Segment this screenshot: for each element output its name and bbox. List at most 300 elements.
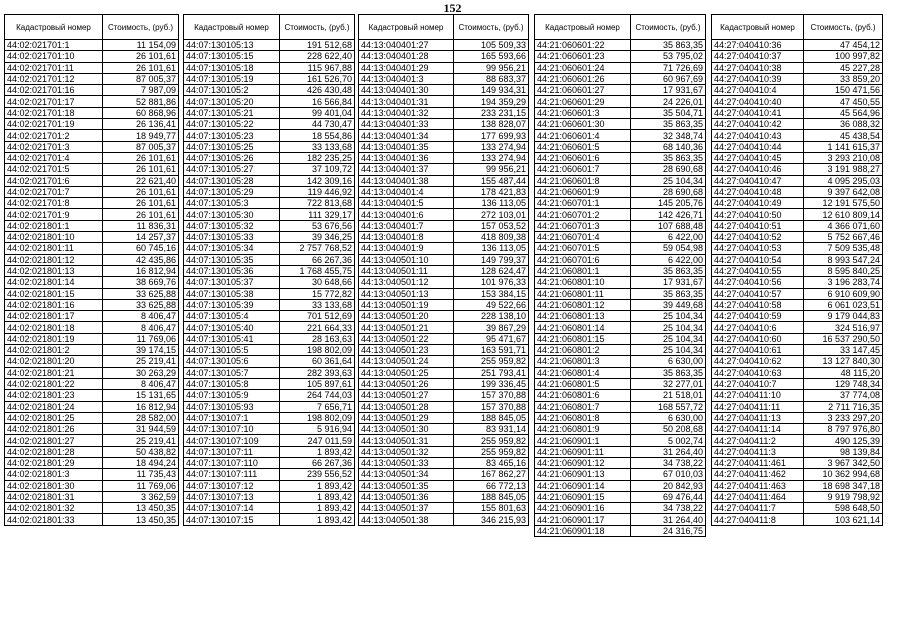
cadastral-number-cell: 44:13:040401:29 [359,62,454,73]
cost-cell: 9 919 798,92 [804,491,883,502]
cost-cell: 60 361,64 [280,356,355,367]
cost-cell: 87 005,37 [103,73,179,84]
table-row [184,107,355,118]
cadastral-number-cell: 44:27:040410:63 [712,367,804,378]
table-row [535,73,706,84]
cost-cell: 31 264,40 [631,446,706,457]
cadastral-number-cell: 44:07:130105:41 [184,333,280,344]
cadastral-number-cell: 44:02:021701:2 [5,130,103,141]
cost-cell: 66 267,36 [280,254,355,265]
cost-cell: 26 101,61 [103,152,179,163]
cost-cell: 101 976,33 [454,277,529,288]
cost-cell: 34 738,22 [631,503,706,514]
table-row [5,73,179,84]
table-row [535,175,706,186]
table-row [359,164,529,175]
cost-cell: 25 104,34 [631,333,706,344]
cost-cell: 26 101,61 [103,186,179,197]
cost-cell: 255 959,82 [454,435,529,446]
header-cost: Стоимость, (руб.) [280,15,355,40]
cost-cell: 26 101,61 [103,164,179,175]
cost-cell: 8 406,47 [103,311,179,322]
cost-cell: 42 435,86 [103,254,179,265]
cadastral-number-cell: 44:21:060601:3 [535,107,631,118]
table-row [5,85,179,96]
cost-cell: 128 624,47 [454,265,529,276]
cadastral-number-cell: 44:07:130105:20 [184,96,280,107]
table-row [5,390,179,401]
cost-cell: 14 257,37 [103,232,179,243]
cost-cell: 28 582,00 [103,412,179,423]
cadastral-number-cell: 44:21:060701:4 [535,232,631,243]
cadastral-number-cell: 44:21:060901:11 [535,446,631,457]
cost-cell: 7 987,09 [103,85,179,96]
cadastral-number-cell: 44:13:040501:38 [359,514,454,525]
cadastral-number-cell: 44:13:040401:28 [359,51,454,62]
table-row [184,469,355,480]
cadastral-number-cell: 44:27:040411:8 [712,514,804,525]
table-row [5,401,179,412]
table-row [184,277,355,288]
table-row [5,299,179,310]
cadastral-number-cell: 44:27:040411:461 [712,457,804,468]
header-row [535,15,706,40]
cost-cell: 167 862,27 [454,469,529,480]
table-row [535,198,706,209]
table-row [5,469,179,480]
cost-cell: 25 219,41 [103,435,179,446]
table-row [712,311,883,322]
cost-cell: 6 061 023,51 [804,299,883,310]
table-row [5,164,179,175]
table-row [535,209,706,220]
cost-cell: 6 422,00 [631,232,706,243]
table-row [184,220,355,231]
cadastral-number-cell: 44:02:021801:23 [5,390,103,401]
table-row [184,356,355,367]
table-row [359,412,529,423]
cost-cell: 39 867,29 [454,322,529,333]
table-row [184,333,355,344]
cost-cell: 8 406,47 [103,378,179,389]
table-row [359,503,529,514]
table-row [712,254,883,265]
cost-cell: 1 141 615,37 [804,141,883,152]
table-row [184,367,355,378]
cadastral-number-cell: 44:21:060601:29 [535,96,631,107]
table-row [5,186,179,197]
table-row [712,333,883,344]
cost-cell: 138 828,07 [454,119,529,130]
table-row [184,119,355,130]
table-row [712,107,883,118]
cost-cell: 31 944,59 [103,424,179,435]
cost-cell: 26 101,61 [103,209,179,220]
table-row [535,107,706,118]
cost-cell: 149 934,31 [454,85,529,96]
cadastral-number-cell: 44:27:040410:47 [712,175,804,186]
cost-cell: 66 772,13 [454,480,529,491]
cadastral-number-cell: 44:21:060801:1 [535,265,631,276]
table-row [712,457,883,468]
cost-cell: 35 863,35 [631,367,706,378]
cost-cell: 12 191 575,50 [804,198,883,209]
cost-cell: 3 233 297,20 [804,412,883,423]
table-row [359,367,529,378]
table-row [184,152,355,163]
cost-cell: 157 370,88 [454,401,529,412]
cost-cell: 17 931,67 [631,85,706,96]
table-row [5,254,179,265]
cadastral-number-cell: 44:07:130107:111 [184,469,280,480]
cadastral-number-cell: 44:13:040501:28 [359,401,454,412]
cadastral-number-cell: 44:21:060601:8 [535,175,631,186]
cost-cell: 35 863,35 [631,152,706,163]
table-row [5,378,179,389]
cost-cell: 8 595 840,25 [804,265,883,276]
cost-cell: 145 205,76 [631,198,706,209]
cadastral-number-cell: 44:27:040410:39 [712,73,804,84]
cost-cell: 490 125,39 [804,435,883,446]
cadastral-number-cell: 44:13:040401:4 [359,186,454,197]
cost-cell: 3 362,59 [103,491,179,502]
table-row [359,107,529,118]
cost-cell: 188 845,05 [454,412,529,423]
cost-cell: 35 863,35 [631,288,706,299]
cadastral-number-cell: 44:13:040401:6 [359,209,454,220]
cost-cell: 272 103,01 [454,209,529,220]
cost-cell: 71 726,69 [631,62,706,73]
cost-cell: 2 711 716,35 [804,401,883,412]
table-row [184,265,355,276]
cost-cell: 36 088,32 [804,119,883,130]
table-row [184,401,355,412]
cost-cell: 33 147,45 [804,345,883,356]
table-row [359,198,529,209]
cadastral-number-cell: 44:27:040411:13 [712,412,804,423]
cadastral-number-cell: 44:02:021701:3 [5,141,103,152]
cost-cell: 17 931,67 [631,277,706,288]
table-row [712,51,883,62]
cadastral-number-cell: 44:02:021701:10 [5,51,103,62]
cadastral-number-cell: 44:27:040410:56 [712,277,804,288]
cost-cell: 13 450,35 [103,514,179,525]
cadastral-number-cell: 44:02:021701:9 [5,209,103,220]
cost-cell: 239 556,52 [280,469,355,480]
cadastral-number-cell: 44:21:060701:2 [535,209,631,220]
cost-cell: 26 101,61 [103,198,179,209]
table-row [184,311,355,322]
table-row [5,503,179,514]
cost-cell: 26 101,61 [103,51,179,62]
cost-cell: 11 735,43 [103,469,179,480]
cost-cell: 32 277,01 [631,378,706,389]
table-row [184,503,355,514]
table-row [184,186,355,197]
cadastral-number-cell: 44:27:040410:50 [712,209,804,220]
table-row [535,288,706,299]
cadastral-number-cell: 44:07:130105:29 [184,186,280,197]
table-row [5,40,179,51]
table-row [712,345,883,356]
cadastral-number-cell: 44:07:130105:39 [184,299,280,310]
cost-cell: 346 215,93 [454,514,529,525]
cost-cell: 11 836,31 [103,220,179,231]
table-row [535,412,706,423]
table-row [184,141,355,152]
cadastral-number-cell: 44:13:040401:32 [359,107,454,118]
table-row [5,107,179,118]
cost-cell: 39 174,15 [103,345,179,356]
table-row [712,356,883,367]
table-row [5,243,179,254]
table-row [359,401,529,412]
table-row [712,73,883,84]
cadastral-number-cell: 44:07:130105:93 [184,401,280,412]
table-row [535,491,706,502]
cadastral-number-cell: 44:07:130105:19 [184,73,280,84]
cost-cell: 83 931,14 [454,424,529,435]
cost-cell: 15 772,82 [280,288,355,299]
table-row [535,62,706,73]
table-row [712,62,883,73]
cadastral-number-cell: 44:21:060901:16 [535,503,631,514]
table-row [535,254,706,265]
cost-cell: 26 101,61 [103,62,179,73]
cadastral-number-cell: 44:07:130105:21 [184,107,280,118]
cost-cell: 47 454,12 [804,40,883,51]
table-row [184,198,355,209]
cost-cell: 18 554,86 [280,130,355,141]
cadastral-number-cell: 44:13:040401:27 [359,40,454,51]
cadastral-number-cell: 44:13:040401:30 [359,85,454,96]
cost-cell: 35 863,35 [631,40,706,51]
cadastral-number-cell: 44:07:130105:38 [184,288,280,299]
table-row [535,311,706,322]
table-row [535,480,706,491]
cadastral-number-cell: 44:27:040410:53 [712,243,804,254]
cost-cell: 1 768 455,75 [280,265,355,276]
table-row [535,96,706,107]
cost-cell: 228 622,40 [280,51,355,62]
cadastral-number-cell: 44:07:130107:12 [184,480,280,491]
cadastral-number-cell: 44:13:040501:33 [359,457,454,468]
cadastral-number-cell: 44:27:040410:40 [712,96,804,107]
table-row [535,265,706,276]
table-row [712,198,883,209]
cadastral-number-cell: 44:21:060901:18 [535,525,631,536]
cadastral-number-cell: 44:21:060801:6 [535,390,631,401]
cadastral-number-cell: 44:02:021801:31 [5,491,103,502]
table-row [359,390,529,401]
cadastral-number-cell: 44:07:130105:3 [184,198,280,209]
table-row [5,345,179,356]
table-row [5,412,179,423]
cost-cell: 168 557,72 [631,401,706,412]
cadastral-number-cell: 44:27:040410:54 [712,254,804,265]
table-row [5,130,179,141]
cadastral-number-cell: 44:27:040411:10 [712,390,804,401]
table-row [712,367,883,378]
cost-cell: 25 104,34 [631,345,706,356]
table-row [359,491,529,502]
table-row [5,265,179,276]
cost-cell: 11 769,06 [103,333,179,344]
cadastral-number-cell: 44:07:130105:33 [184,232,280,243]
cadastral-number-cell: 44:13:040501:22 [359,333,454,344]
table-row [712,119,883,130]
table-row [184,299,355,310]
table-row [712,480,883,491]
cadastral-number-cell: 44:21:060801:11 [535,288,631,299]
cadastre-table-2 [183,14,355,526]
cadastral-number-cell: 44:13:040501:27 [359,390,454,401]
cost-cell: 50 438,82 [103,446,179,457]
cadastral-number-cell: 44:27:040410:42 [712,119,804,130]
cost-cell: 149 799,37 [454,254,529,265]
table-row [184,491,355,502]
table-row [359,514,529,525]
cadastral-number-cell: 44:02:021801:20 [5,356,103,367]
cost-cell: 33 133,68 [280,299,355,310]
cost-cell: 50 208,68 [631,424,706,435]
cadastral-number-cell: 44:21:060901:13 [535,469,631,480]
cost-cell: 31 264,40 [631,514,706,525]
cadastral-number-cell: 44:21:060601:5 [535,141,631,152]
cost-cell: 21 518,01 [631,390,706,401]
cost-cell: 136 113,05 [454,243,529,254]
cost-cell: 37 109,72 [280,164,355,175]
cadastre-table-5 [711,14,883,526]
cost-cell: 155 801,63 [454,503,529,514]
cadastral-number-cell: 44:02:021801:19 [5,333,103,344]
cadastral-number-cell: 44:21:060701:6 [535,254,631,265]
cadastral-number-cell: 44:07:130105:9 [184,390,280,401]
table-row [712,232,883,243]
cost-cell: 198 802,09 [280,345,355,356]
cadastral-number-cell: 44:13:040401:37 [359,164,454,175]
header-row [359,15,529,40]
table-row [712,152,883,163]
cadastral-number-cell: 44:27:040410:38 [712,62,804,73]
cost-cell: 35 504,71 [631,107,706,118]
cadastral-number-cell: 44:02:021701:11 [5,62,103,73]
table-row [535,446,706,457]
cost-cell: 45 438,54 [804,130,883,141]
cost-cell: 95 471,67 [454,333,529,344]
cadastral-number-cell: 44:21:060601:6 [535,152,631,163]
cost-cell: 163 591,71 [454,345,529,356]
cost-cell: 60 967,69 [631,73,706,84]
table-row [535,277,706,288]
cost-cell: 8 406,47 [103,322,179,333]
cost-cell: 22 621,40 [103,175,179,186]
table-row [184,51,355,62]
cost-cell: 16 566,84 [280,96,355,107]
table-row [184,514,355,525]
cost-cell: 282 393,63 [280,367,355,378]
table-row [535,299,706,310]
table-row [184,85,355,96]
cost-cell: 18 494,24 [103,457,179,468]
cost-cell: 52 881,86 [103,96,179,107]
cadastral-number-cell: 44:13:040501:29 [359,412,454,423]
header-cadastral-number: Кадастровый номер [712,15,804,40]
cadastre-table-3 [358,14,529,526]
cost-cell: 39 449,68 [631,299,706,310]
table-row [535,435,706,446]
table-row [184,446,355,457]
table-row [712,378,883,389]
cadastral-number-cell: 44:02:021801:12 [5,254,103,265]
cadastral-number-cell: 44:21:060801:13 [535,311,631,322]
cost-cell: 182 235,25 [280,152,355,163]
cost-cell: 12 610 809,14 [804,209,883,220]
cost-cell: 30 648,66 [280,277,355,288]
cost-cell: 1 893,42 [280,491,355,502]
cadastral-number-cell: 44:21:060801:3 [535,356,631,367]
cost-cell: 6 630,00 [631,412,706,423]
table-row [184,345,355,356]
cost-cell: 722 813,68 [280,198,355,209]
cadastral-number-cell: 44:02:021801:30 [5,480,103,491]
cadastral-number-cell: 44:07:130105:13 [184,40,280,51]
cost-cell: 1 893,42 [280,514,355,525]
table-row [712,491,883,502]
table-row [535,356,706,367]
table-row [359,254,529,265]
cost-cell: 598 648,50 [804,503,883,514]
cadastral-number-cell: 44:27:040410:52 [712,232,804,243]
cost-cell: 60 868,96 [103,107,179,118]
cost-cell: 221 664,33 [280,322,355,333]
cadastral-number-cell: 44:27:040410:36 [712,40,804,51]
header-cadastral-number: Кадастровый номер [5,15,103,40]
cadastral-number-cell: 44:07:130105:30 [184,209,280,220]
cost-cell: 1 893,42 [280,480,355,491]
cadastral-number-cell: 44:07:130105:35 [184,254,280,265]
cadastral-number-cell: 44:27:040410:58 [712,299,804,310]
table-row [5,514,179,525]
cadastral-number-cell: 44:02:021801:29 [5,457,103,468]
cost-cell: 6 910 609,90 [804,288,883,299]
cost-cell: 53 676,56 [280,220,355,231]
cadastral-number-cell: 44:13:040401:5 [359,198,454,209]
cost-cell: 119 446,92 [280,186,355,197]
table-row [184,175,355,186]
cadastral-number-cell: 44:21:060601:7 [535,164,631,175]
cadastral-number-cell: 44:21:060801:7 [535,401,631,412]
cost-cell: 25 104,34 [631,322,706,333]
cadastral-number-cell: 44:27:040410:57 [712,288,804,299]
cost-cell: 25 104,34 [631,311,706,322]
cadastral-number-cell: 44:27:040411:464 [712,491,804,502]
header-cadastral-number: Кадастровый номер [535,15,631,40]
cadastral-number-cell: 44:21:060901:15 [535,491,631,502]
cost-cell: 99 956,21 [454,164,529,175]
table-row [184,232,355,243]
cadastral-number-cell: 44:02:021701:6 [5,175,103,186]
table-row [184,130,355,141]
cadastre-table-1 [4,14,179,526]
header-row [712,15,883,40]
table-row [359,265,529,276]
table-row [359,356,529,367]
cost-cell: 188 845,05 [454,491,529,502]
cost-cell: 16 812,94 [103,265,179,276]
cadastral-number-cell: 44:02:021701:16 [5,85,103,96]
table-row [5,277,179,288]
